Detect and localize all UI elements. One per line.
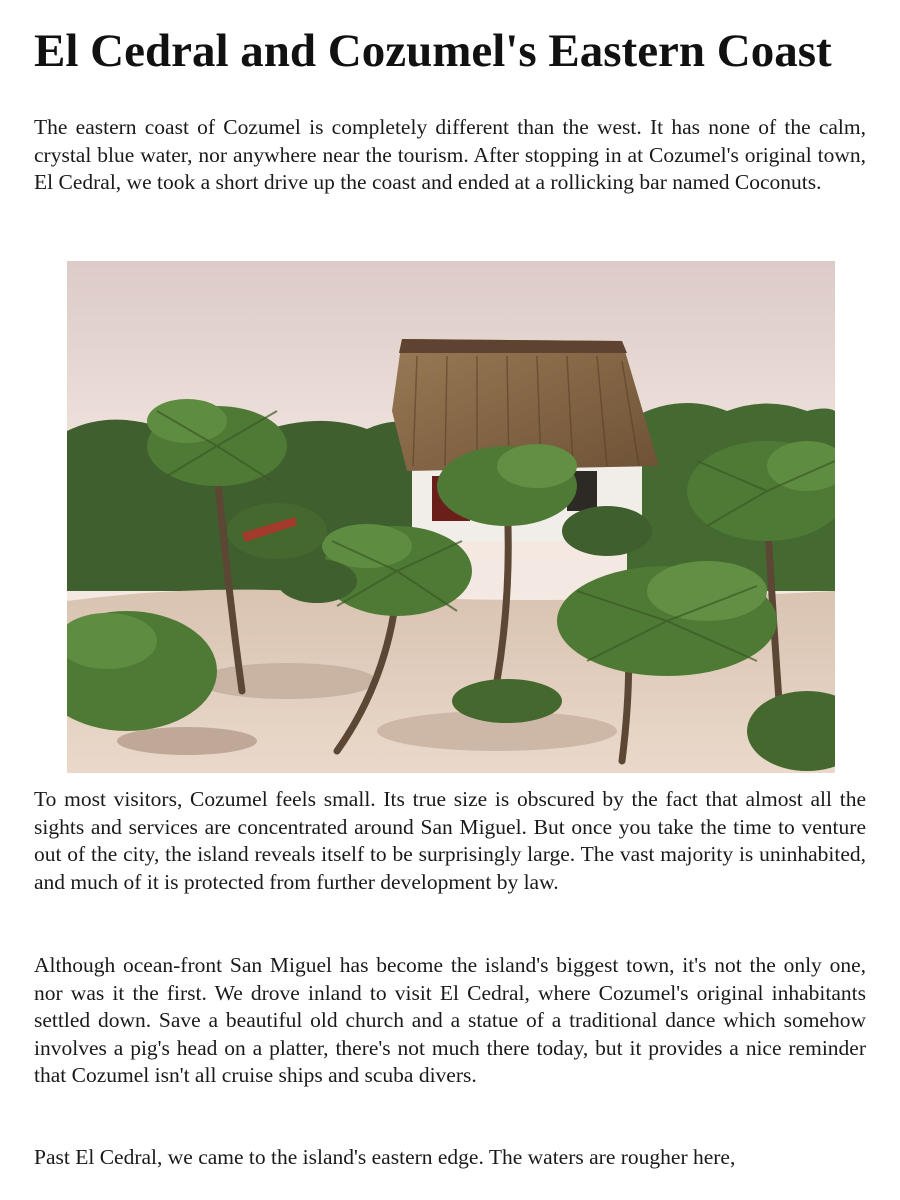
paragraph-el-cedral: Although ocean-front San Miguel has become the island's biggest town, it's not the only one, nor was it the first. We drove inland to visit El Cedral, where Cozumel's original inhabitants settled down. Save a beautiful old church and a statue of a traditional dance which somehow involves a pig's head on a platter, there's not much there today, but it provides a nice reminder that Cozumel isn't all cruise ships and scuba divers.	[34, 953, 866, 1087]
paragraph-size: To most visitors, Cozumel feels small. Its true size is obscured by the fact that almost all the sights and services are concentrated around San Miguel. But once you take the time to venture out of the city, the island reveals itself to be surprisingly large. The vast majority is uninhabited, and much of it is protected from further development by law.	[34, 787, 866, 894]
paragraph-intro: The eastern coast of Cozumel is completely different than the west. It has none of the calm, crystal blue water, nor anywhere near the tourism. After stopping in at Cozumel's original town, El Cedral, we took a short drive up the coast and ended at a rollicking bar named Coconuts.	[34, 115, 866, 194]
paragraph-eastern-edge: Past El Cedral, we came to the island's eastern edge. The waters are rougher here,	[34, 1145, 736, 1169]
article-title: El Cedral and Cozumel's Eastern Coast	[34, 25, 832, 77]
article-photo-thatched-hut	[67, 261, 835, 773]
